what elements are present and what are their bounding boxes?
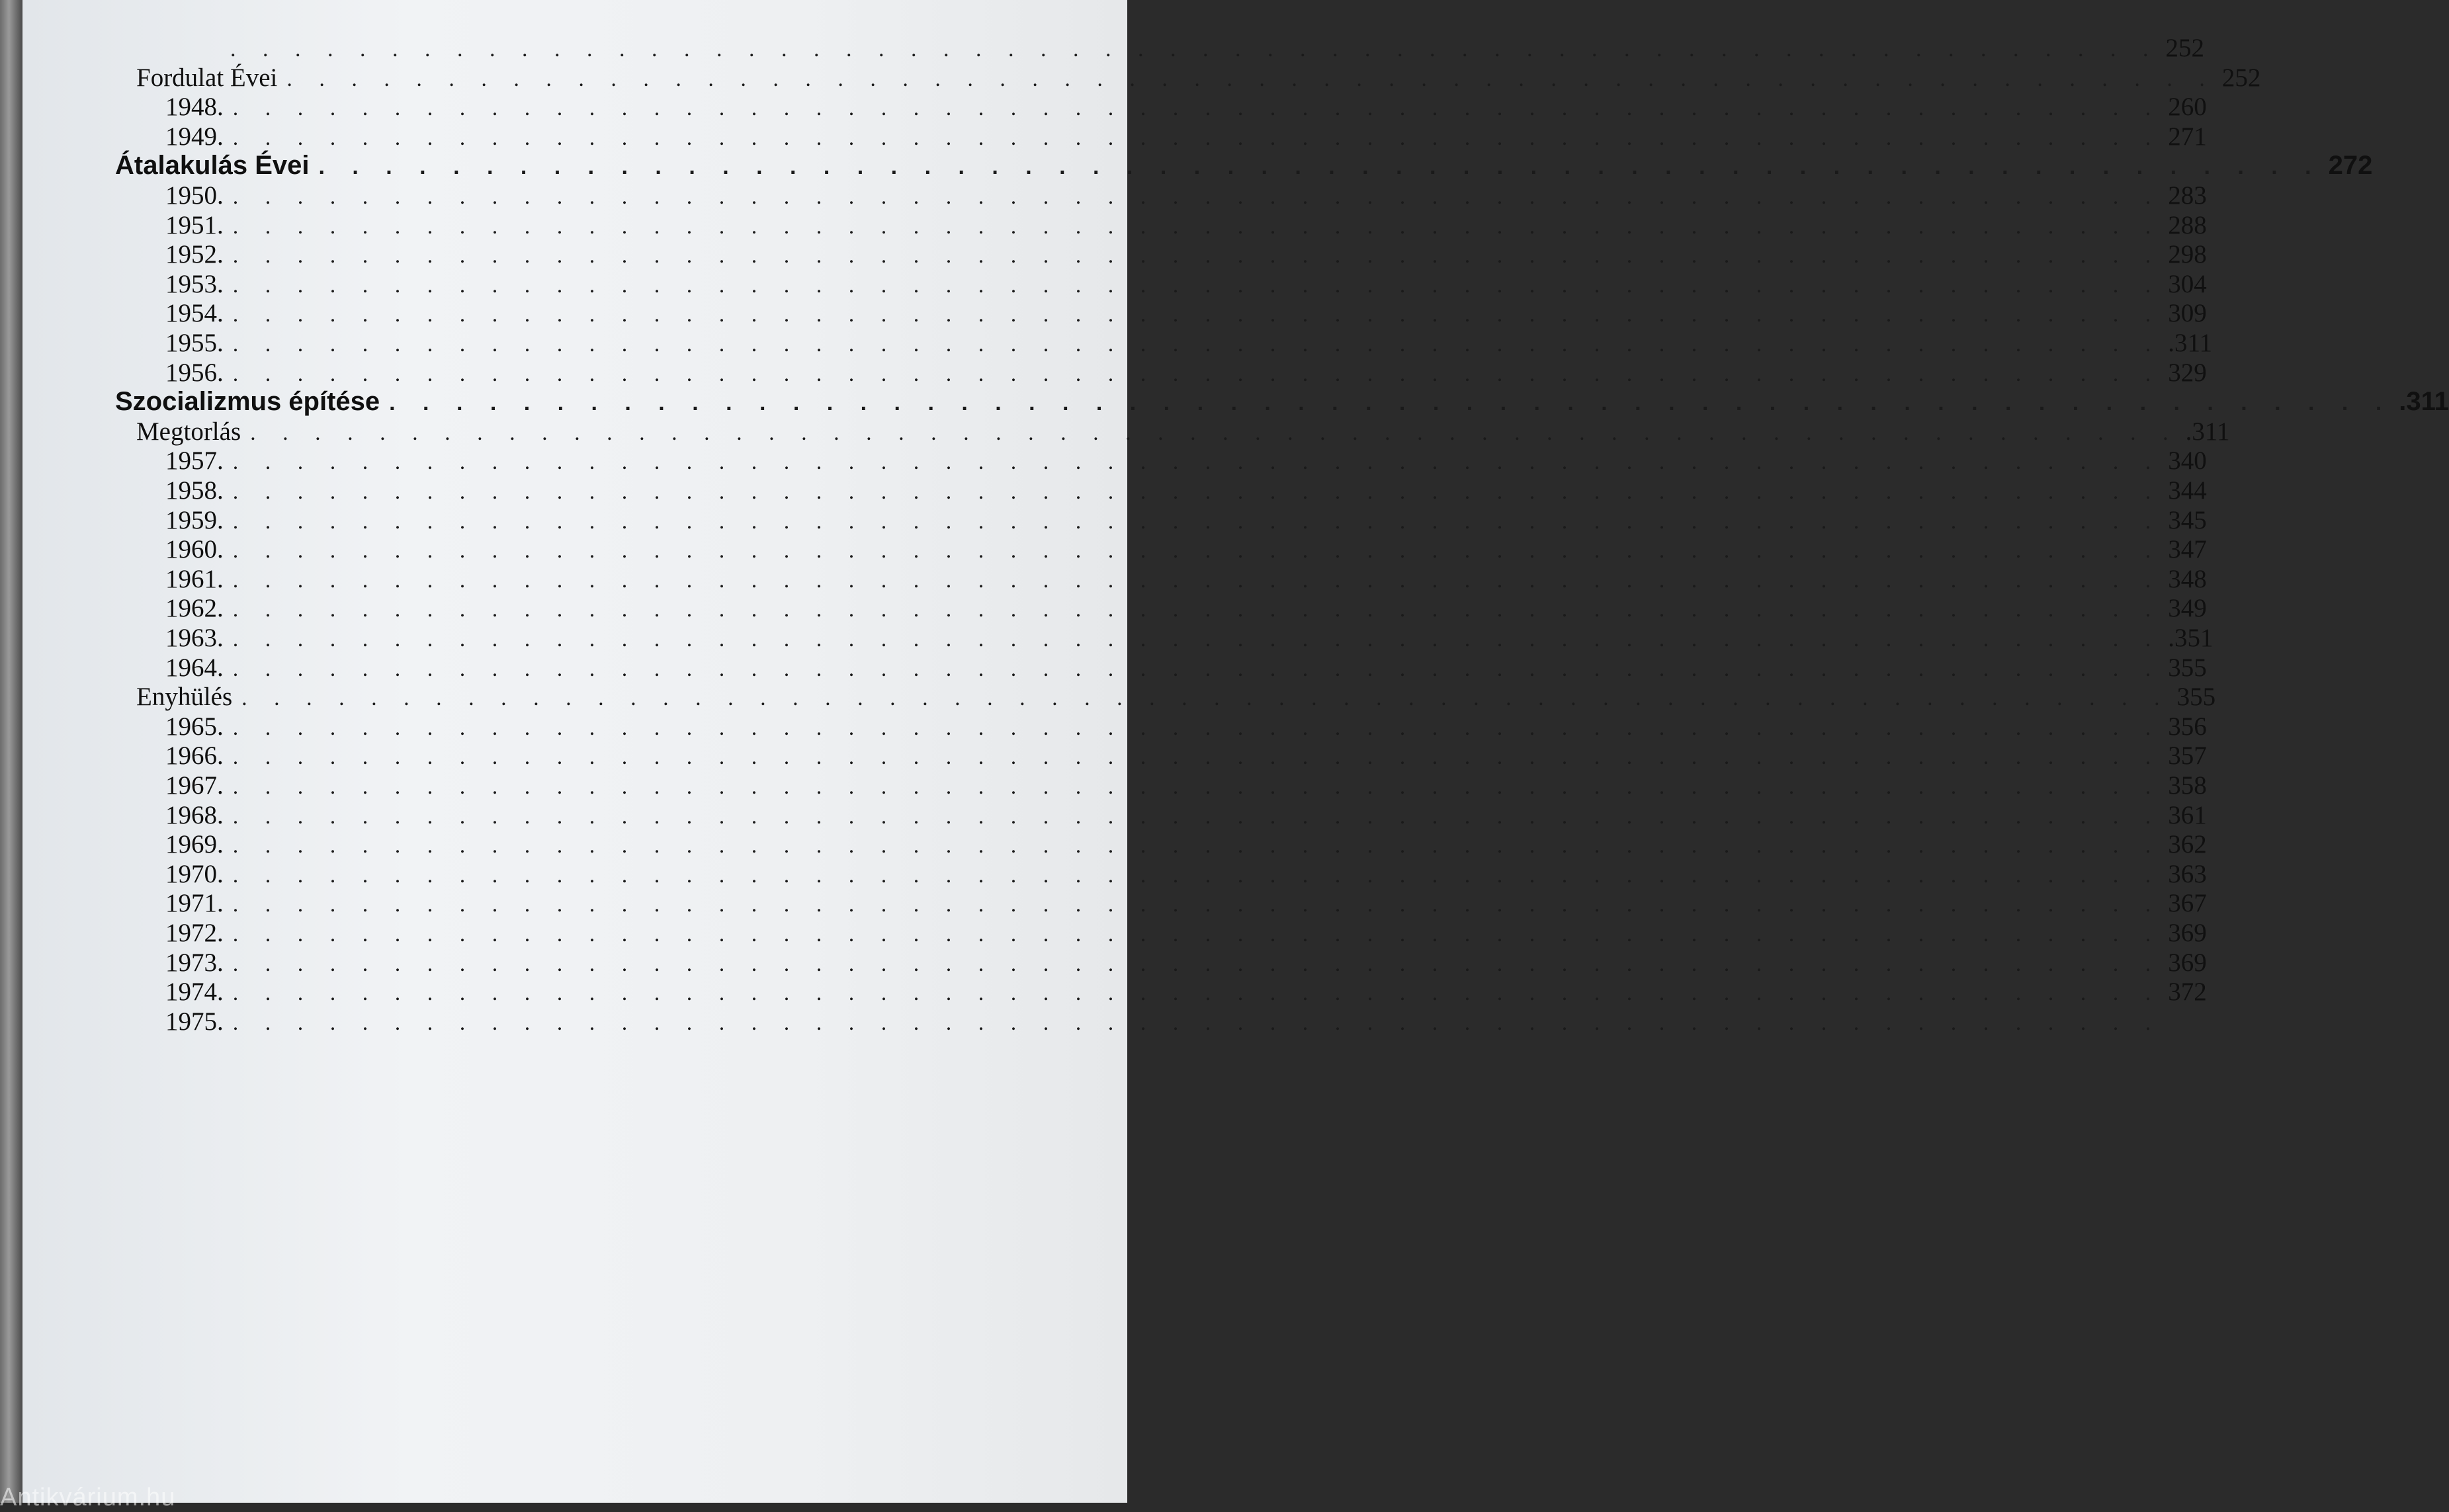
toc-entry — [165, 239, 2207, 269]
leader-dots: . . . . . . . . . . . . . . . . . . . . . . . . . . . . . . . . . . . . . . . . . . . . . . . . . . . . . . . . . . . . — [232, 1010, 2162, 1035]
leader-dots: . . . . . . . . . . . . . . . . . . . . . . . . . . . . . . . . . . . . . . . . . . . . . . . . . . . . . . . . . . . . — [241, 686, 2170, 711]
leader-dots: . . . . . . . . . . . . . . . . . . . . . . . . . . . . . . . . . . . . . . . . . . . . . . . . . . . . . . . . . . . . — [232, 96, 2162, 121]
toc-page-number: 309 — [2168, 299, 2207, 328]
toc-section-heading — [115, 387, 2449, 417]
leader-dots: . . . . . . . . . . . . . . . . . . . . . . . . . . . . . . . . . . . . . . . . . . . . . . . . . . . . . . . . . . . . — [232, 627, 2162, 651]
toc-page-number: 252 — [2165, 34, 2204, 62]
leader-dots: . . . . . . . . . . . . . . . . . . . . . . . . . . . . . . . . . . . . . . . . . . . . . . . . . . . . . . . . . . . . — [232, 656, 2162, 681]
toc-entry-label: 1961. — [165, 564, 224, 593]
toc-entry-label: Fordulat Évei — [136, 63, 278, 92]
leader-dots: . . . . . . . . . . . . . . . . . . . . . . . . . . . . . . . . . . . . . . . . . . . . . . . . . . . . . . . . . . . . — [232, 775, 2162, 799]
toc-entry-label: 1965. — [165, 712, 224, 741]
toc-page-number: 271 — [2168, 122, 2207, 151]
toc-page-number: 252 — [2221, 63, 2261, 92]
toc-entry — [165, 829, 2207, 859]
leader-dots: . . . . . . . . . . . . . . . . . . . . . . . . . . . . . . . . . . . . . . . . . . . . . . . . . . . . . . . . . . . . — [230, 37, 2159, 62]
toc-entry — [165, 269, 2207, 299]
leader-dots: . . . . . . . . . . . . . . . . . . . . . . . . . . . . . . . . . . . . . . . . . . . . . . . . . . . . . . . . . . . . — [318, 154, 2322, 180]
toc-entry-label: 1973. — [165, 948, 224, 977]
toc-page-number: .311 — [2399, 387, 2449, 417]
toc-entry-label: 1959. — [165, 505, 224, 534]
toc-page-number: 329 — [2168, 358, 2207, 387]
toc-page-number: 372 — [2168, 978, 2207, 1007]
leader-dots: . . . . . . . . . . . . . . . . . . . . . . . . . . . . . . . . . . . . . . . . . . . . . . . . . . . . . . . . . . . . — [232, 450, 2162, 475]
toc-entry-label: 1948. — [165, 93, 224, 122]
toc-page-number: 369 — [2168, 948, 2207, 977]
leader-dots: . . . . . . . . . . . . . . . . . . . . . . . . . . . . . . . . . . . . . . . . . . . . . . . . . . . . . . . . . . . . — [232, 332, 2162, 357]
toc-entry — [165, 328, 2213, 358]
toc-entry — [165, 122, 2207, 151]
toc-page-number: 260 — [2168, 93, 2207, 122]
toc-entry — [165, 446, 2207, 476]
toc-section-heading — [115, 151, 2373, 181]
leader-dots: . . . . . . . . . . . . . . . . . . . . . . . . . . . . . . . . . . . . . . . . . . . . . . . . . . . . . . . . . . . . — [232, 892, 2162, 917]
toc-entry — [165, 298, 2207, 328]
toc-entry-label: 1950. — [165, 181, 224, 210]
toc-entry — [165, 1007, 2162, 1036]
leader-dots: . . . . . . . . . . . . . . . . . . . . . . . . . . . . . . . . . . . . . . . . . . . . . . . . . . . . . . . . . . . . — [232, 538, 2162, 564]
leader-dots: . . . . . . . . . . . . . . . . . . . . . . . . . . . . . . . . . . . . . . . . . . . . . . . . . . . . . . . . . . . . — [389, 390, 2393, 416]
toc-entry — [165, 181, 2207, 210]
leader-dots: . . . . . . . . . . . . . . . . . . . . . . . . . . . . . . . . . . . . . . . . . . . . . . . . . . . . . . . . . . . . — [232, 951, 2162, 976]
toc-entry-label: 1949. — [165, 122, 224, 151]
toc-page-number: 340 — [2168, 446, 2207, 476]
leader-dots: . . . . . . . . . . . . . . . . . . . . . . . . . . . . . . . . . . . . . . . . . . . . . . . . . . . . . . . . . . . . — [232, 509, 2162, 534]
toc-entry — [165, 476, 2207, 505]
toc-subsection-entry — [136, 417, 2230, 446]
leader-dots: . . . . . . . . . . . . . . . . . . . . . . . . . . . . . . . . . . . . . . . . . . . . . . . . . . . . . . . . . . . . — [232, 597, 2162, 622]
toc-entry-label: Szocializmus építése — [115, 387, 380, 417]
leader-dots: . . . . . . . . . . . . . . . . . . . . . . . . . . . . . . . . . . . . . . . . . . . . . . . . . . . . . . . . . . . . — [232, 862, 2162, 888]
book-page — [22, 0, 2449, 1503]
toc-page-number: 361 — [2168, 800, 2207, 829]
toc-entry-label: 1971. — [165, 889, 224, 918]
toc-entry — [165, 534, 2207, 564]
toc-entry-label: 1968. — [165, 800, 224, 829]
toc-entry-label: Enyhülés — [136, 683, 233, 712]
toc-page-number: 349 — [2168, 594, 2207, 623]
toc-page-number: 283 — [2168, 181, 2207, 210]
toc-page-number: 369 — [2168, 919, 2207, 947]
toc-entry-label: 1952. — [165, 240, 224, 269]
toc-entry-label: 1966. — [165, 741, 224, 771]
toc-entry-label: 1972. — [165, 919, 224, 947]
toc-page-number: .311 — [2185, 417, 2230, 446]
toc-entry — [165, 741, 2207, 771]
toc-entry — [165, 771, 2207, 800]
toc-entry-label: 1964. — [165, 653, 224, 682]
leader-dots: . . . . . . . . . . . . . . . . . . . . . . . . . . . . . . . . . . . . . . . . . . . . . . . . . . . . . . . . . . . . — [232, 480, 2162, 504]
toc-entry-label: 1967. — [165, 771, 224, 800]
leader-dots: . . . . . . . . . . . . . . . . . . . . . . . . . . . . . . . . . . . . . . . . . . . . . . . . . . . . . . . . . . . . — [232, 922, 2162, 946]
toc-subsection-entry — [136, 63, 2261, 93]
toc-entry-label: 1960. — [165, 535, 224, 564]
toc-entry-label: 1957. — [165, 446, 224, 476]
leader-dots: . . . . . . . . . . . . . . . . . . . . . . . . . . . . . . . . . . . . . . . . . . . . . . . . . . . . . . . . . . . . — [232, 302, 2162, 327]
toc-page-number: .311 — [2168, 329, 2213, 357]
toc-page-number: 357 — [2168, 741, 2207, 771]
toc-entry-label: Megtorlás — [136, 417, 241, 446]
book-spine — [0, 0, 22, 1503]
toc-page-number: 355 — [2168, 653, 2207, 682]
toc-entry-label: 1974. — [165, 978, 224, 1007]
leader-dots: . . . . . . . . . . . . . . . . . . . . . . . . . . . . . . . . . . . . . . . . . . . . . . . . . . . . . . . . . . . . — [232, 833, 2162, 859]
toc-entry — [165, 358, 2207, 388]
toc-entry — [165, 859, 2207, 889]
toc-page-number: 355 — [2176, 683, 2216, 712]
toc-entry-label: 1953. — [165, 269, 224, 298]
toc-entry — [165, 918, 2207, 948]
toc-page-number: .351 — [2168, 624, 2213, 652]
leader-dots: . . . . . . . . . . . . . . . . . . . . . . . . . . . . . . . . . . . . . . . . . . . . . . . . . . . . . . . . . . . . — [232, 715, 2162, 740]
toc-page-number: 288 — [2168, 210, 2207, 239]
toc-entry — [165, 210, 2207, 240]
toc-page-number: 358 — [2168, 771, 2207, 800]
toc-entry — [165, 888, 2207, 918]
toc-page-number: 344 — [2168, 476, 2207, 505]
toc-entry — [165, 593, 2207, 623]
leader-dots: . . . . . . . . . . . . . . . . . . . . . . . . . . . . . . . . . . . . . . . . . . . . . . . . . . . . . . . . . . . . — [232, 125, 2162, 150]
toc-page-number: 345 — [2168, 505, 2207, 534]
toc-entry-label: 1975. — [165, 1007, 224, 1036]
leader-dots: . . . . . . . . . . . . . . . . . . . . . . . . . . . . . . . . . . . . . . . . . . . . . . . . . . . . . . . . . . . . — [232, 567, 2162, 593]
toc-subsection-entry — [136, 682, 2216, 712]
leader-dots: . . . . . . . . . . . . . . . . . . . . . . . . . . . . . . . . . . . . . . . . . . . . . . . . . . . . . . . . . . . . — [232, 243, 2162, 269]
toc-page-number: 298 — [2168, 240, 2207, 269]
watermark: Antikvárium.hu — [0, 1484, 176, 1511]
toc-entry — [165, 92, 2207, 122]
toc-entry — [165, 948, 2207, 978]
toc-entry-label: 1969. — [165, 830, 224, 859]
toc-entry-label: 1963. — [165, 624, 224, 652]
toc-page-number: 363 — [2168, 859, 2207, 888]
toc-entry-label: 1951. — [165, 210, 224, 239]
leader-dots: . . . . . . . . . . . . . . . . . . . . . . . . . . . . . . . . . . . . . . . . . . . . . . . . . . . . . . . . . . . . — [232, 361, 2162, 386]
toc-entry-label: 1962. — [165, 594, 224, 623]
toc-page-number: 272 — [2328, 151, 2373, 181]
leader-dots: . . . . . . . . . . . . . . . . . . . . . . . . . . . . . . . . . . . . . . . . . . . . . . . . . . . . . . . . . . . . — [232, 273, 2162, 298]
leader-dots: . . . . . . . . . . . . . . . . . . . . . . . . . . . . . . . . . . . . . . . . . . . . . . . . . . . . . . . . . . . . — [232, 185, 2162, 209]
toc-entry-label: Átalakulás Évei — [115, 151, 310, 181]
leader-dots: . . . . . . . . . . . . . . . . . . . . . . . . . . . . . . . . . . . . . . . . . . . . . . . . . . . . . . . . . . . . — [232, 804, 2162, 829]
leader-dots: . . . . . . . . . . . . . . . . . . . . . . . . . . . . . . . . . . . . . . . . . . . . . . . . . . . . . . . . . . . . — [286, 66, 2215, 91]
leader-dots: . . . . . . . . . . . . . . . . . . . . . . . . . . . . . . . . . . . . . . . . . . . . . . . . . . . . . . . . . . . . — [232, 214, 2162, 239]
toc-entry-label: 1958. — [165, 476, 224, 505]
toc-entry-label: 1956. — [165, 358, 224, 387]
toc-entry — [165, 712, 2207, 741]
toc-entry-label: 1970. — [165, 859, 224, 888]
toc-page-number: 347 — [2168, 535, 2207, 564]
toc-entry — [165, 505, 2207, 535]
toc-page-number: 304 — [2168, 269, 2207, 298]
toc-entry — [221, 33, 2204, 63]
toc-entry — [165, 800, 2207, 830]
leader-dots: . . . . . . . . . . . . . . . . . . . . . . . . . . . . . . . . . . . . . . . . . . . . . . . . . . . . . . . . . . . . — [250, 420, 2179, 445]
toc-entry — [165, 977, 2207, 1007]
toc-page-number: 367 — [2168, 889, 2207, 918]
toc-entry-label: 1954. — [165, 299, 224, 328]
toc-entry — [165, 623, 2213, 653]
toc-page-number: 348 — [2168, 564, 2207, 593]
leader-dots: . . . . . . . . . . . . . . . . . . . . . . . . . . . . . . . . . . . . . . . . . . . . . . . . . . . . . . . . . . . . — [232, 981, 2162, 1006]
toc-entry-label: 1955. — [165, 329, 224, 357]
leader-dots: . . . . . . . . . . . . . . . . . . . . . . . . . . . . . . . . . . . . . . . . . . . . . . . . . . . . . . . . . . . . — [232, 745, 2162, 770]
toc-entry — [165, 653, 2207, 683]
toc-page-number: 356 — [2168, 712, 2207, 741]
table-of-contents — [22, 0, 2449, 1503]
toc-page-number: 362 — [2168, 830, 2207, 859]
toc-entry — [165, 564, 2207, 594]
